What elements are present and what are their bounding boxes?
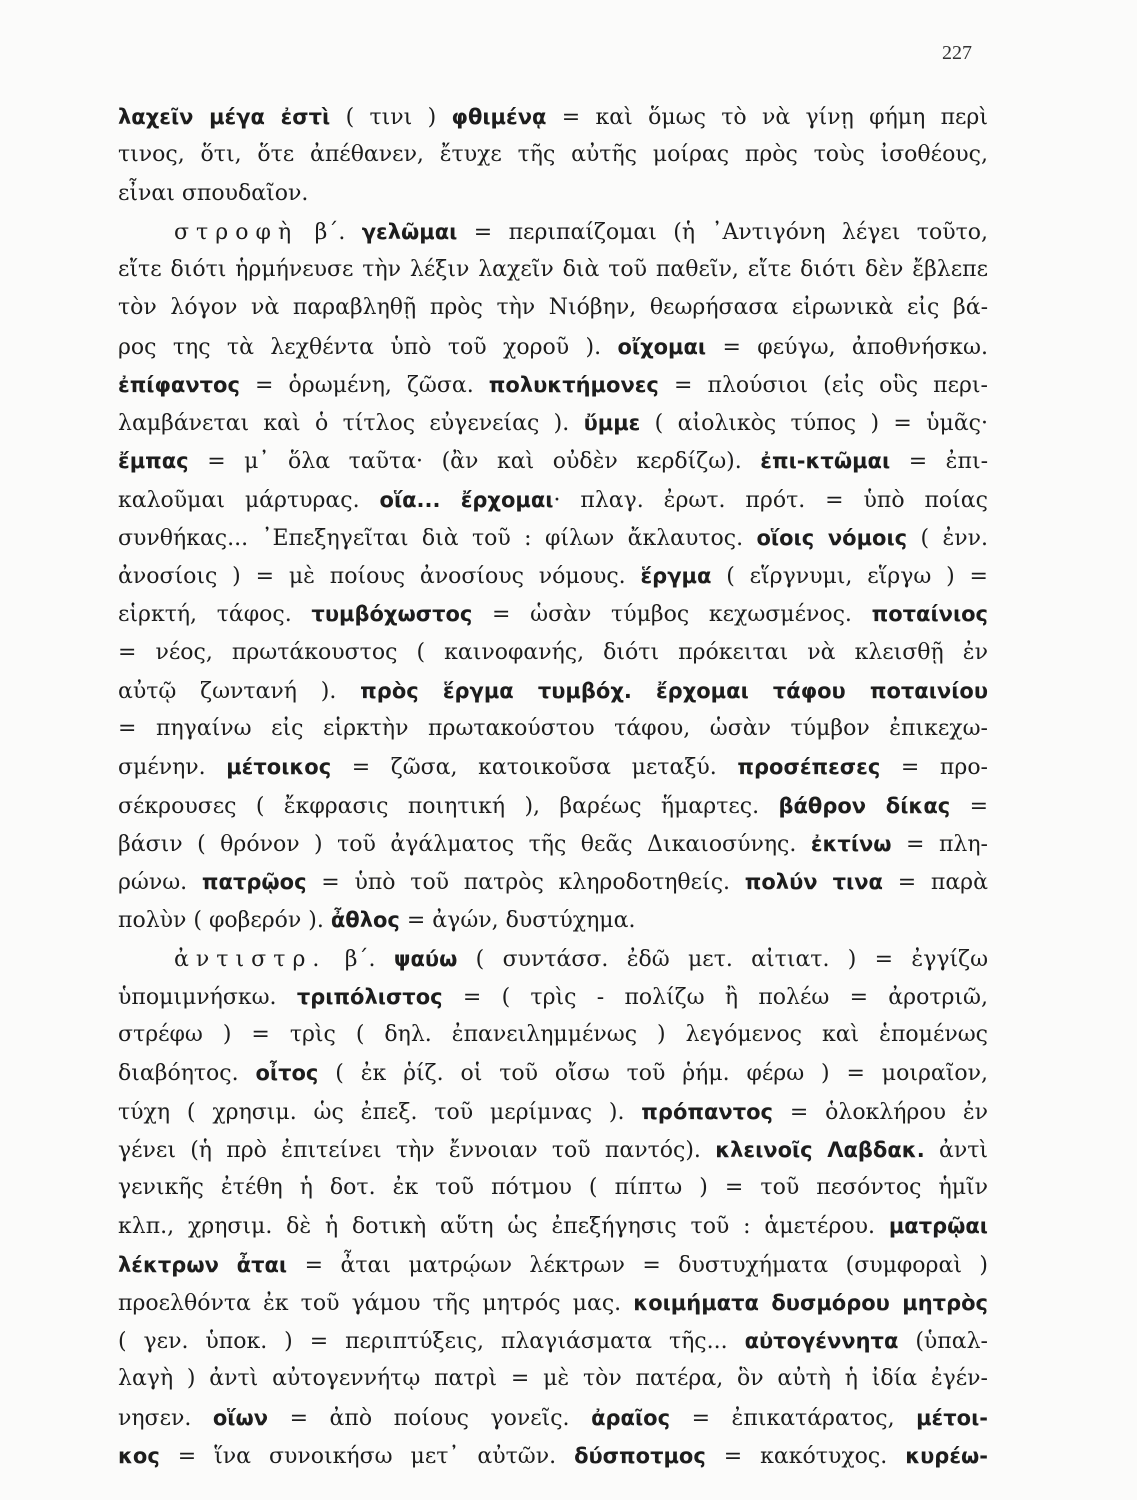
text-segment: ( γεν. ὑποκ. ) = περιπτύξεις, πλαγιάσματα τῆς... xyxy=(118,1329,745,1354)
text-segment: · πλαγ. ἐρωτ. πρότ. = ὑπὸ ποίας xyxy=(553,487,988,513)
text-line xyxy=(118,1207,988,1245)
text-segment: τύχη ( χρησιμ. ὡς ἐπεξ. τοῦ μερίμνας ). xyxy=(118,1099,642,1125)
section-heading: στροφὴ xyxy=(174,219,299,245)
text-segment: βάσιν ( θρόνον ) τοῦ ἀγάλματος τῆς θεᾶς Δικαιοσύνης. xyxy=(118,831,811,857)
lemma-term: ποταίνιος xyxy=(871,602,988,627)
commentary-text xyxy=(118,98,988,1475)
text-line xyxy=(118,442,988,480)
text-segment: λαμβάνεται καὶ ὁ τίτλος εὐγενείας ). xyxy=(118,411,584,436)
lemma-term: ὔμμε xyxy=(583,411,641,435)
lemma-term: οἶτος xyxy=(255,1061,319,1086)
lemma-term: ψαύω xyxy=(393,946,458,971)
text-segment: = ἀπὸ ποίους γονεῖς. xyxy=(268,1405,592,1431)
text-segment: εἱρκτή, τάφος. xyxy=(118,602,312,628)
text-segment: = νέος, πρωτάκουστος ( καινοφανής, διότι πρόκειται νὰ κλεισθῇ ἐν xyxy=(118,639,988,665)
text-segment: διαβόητος. xyxy=(118,1061,256,1087)
text-segment: = ἆται ματρῴων λέκτρων = δυστυχήματα (συμφοραὶ ) xyxy=(287,1252,988,1278)
text-line xyxy=(118,940,988,978)
text-segment: στρέφω ) = τρὶς ( δηλ. ἐπανειλημμένως ) λεγόμενος καὶ ἑπομένως xyxy=(118,1022,988,1047)
text-line xyxy=(118,595,988,633)
text-segment: πολὺν ( φοβερόν ). xyxy=(118,908,331,934)
lemma-term: πολύν τινα xyxy=(744,870,883,894)
text-segment: σέκρουσες ( ἔκφρασις ποιητική ), βαρέως ἥμαρτες. xyxy=(118,793,779,819)
text-line xyxy=(118,175,988,213)
text-segment: ( τινι ) xyxy=(330,105,452,130)
text-segment: συνθήκας... ᾿Επεξηγεῖται διὰ τοῦ : φίλων ἄκλαυτος. xyxy=(118,525,757,551)
text-segment: = ὁρωμένη, ζῶσα. xyxy=(239,372,489,398)
text-segment: αὐτῷ ζωντανή ). xyxy=(118,678,361,704)
text-line xyxy=(118,1131,988,1169)
text-line xyxy=(118,328,988,366)
lemma-term: κυρέω- xyxy=(905,1443,988,1468)
lemma-term: ἆθλος xyxy=(330,908,400,933)
text-segment: (ὑπαλ- xyxy=(898,1329,988,1354)
text-line xyxy=(118,1322,988,1360)
text-line xyxy=(118,1399,988,1437)
text-segment: β΄. xyxy=(298,219,362,245)
section-heading: ἀντιστρ. xyxy=(174,946,327,972)
text-line xyxy=(118,1284,988,1322)
lemma-term: ματρῷαι xyxy=(888,1214,988,1239)
text-line xyxy=(118,634,988,672)
text-line xyxy=(118,748,988,786)
text-segment: γενικῆς ἐτέθη ἡ δοτ. ἐκ τοῦ πότμου ( πίπτω ) = τοῦ πεσόντος ἡμῖν xyxy=(118,1175,988,1200)
lemma-term: οἵων xyxy=(212,1405,269,1430)
text-segment: καλοῦμαι μάρτυρας. xyxy=(118,487,380,513)
text-line xyxy=(118,1437,988,1475)
lemma-term: ἔμπας xyxy=(118,449,189,474)
lemma-term: λέκτρων ἆται xyxy=(118,1252,288,1277)
text-segment: = προ- xyxy=(880,755,988,781)
text-line xyxy=(118,366,988,404)
text-segment: = πλη- xyxy=(891,831,988,857)
text-line xyxy=(118,98,988,136)
text-segment: κλπ., χρησιμ. δὲ ἡ δοτικὴ αὕτη ὡς ἐπεξήγησις τοῦ : ἁμετέρου. xyxy=(118,1214,889,1240)
text-segment: ( αἰολικὸς τύπος ) = ὑμᾶς· xyxy=(640,411,988,436)
text-segment: ρος της τὰ λεχθέντα ὑπὸ τοῦ χοροῦ ). xyxy=(118,334,618,360)
text-segment: σμένην. xyxy=(118,755,227,781)
text-segment: = κακότυχος. xyxy=(705,1443,906,1469)
text-line xyxy=(118,136,988,174)
text-line xyxy=(118,978,988,1016)
text-segment: λαγὴ ) ἀντὶ αὐτογεννήτῳ πατρὶ = μὲ τὸν πατέρα, ὃν αὐτὴ ἡ ἰδία ἐγέν- xyxy=(118,1366,988,1392)
lemma-term: προσέπεσες xyxy=(737,755,881,780)
lemma-term: ἐπι-κτῶμαι xyxy=(760,449,891,474)
text-line xyxy=(118,1246,988,1284)
text-line xyxy=(118,787,988,825)
lemma-term: δύσποτμος xyxy=(574,1443,706,1468)
text-segment: εἶναι σπουδαῖον. xyxy=(118,180,309,206)
text-line xyxy=(118,1016,988,1054)
text-line xyxy=(118,1360,988,1398)
text-segment: = xyxy=(950,793,988,819)
text-segment: = περιπαίζομαι (ἡ ᾿Αντιγόνη λέγει τοῦτο, xyxy=(457,219,988,245)
lemma-term: μέτοι- xyxy=(916,1405,988,1430)
text-segment: εἴτε διότι ἡρμήνευσε τὴν λέξιν λαχεῖν διὰ τοῦ παθεῖν, εἴτε διότι δὲν ἔβλεπε xyxy=(118,257,988,282)
lemma-term: αὐτογέννητα xyxy=(744,1329,899,1353)
lemma-term: ἕργμα xyxy=(640,564,712,588)
text-segment: = μ᾽ ὅλα ταῦτα· (ἂν καὶ οὐδὲν κερδίζω). xyxy=(188,449,761,475)
lemma-term: ἐπίφαντος xyxy=(118,372,240,397)
text-line xyxy=(118,825,988,863)
text-segment: = φεύγω, ἀποθνήσκω. xyxy=(706,334,988,360)
lemma-term: τυμβόχωστος xyxy=(311,602,473,627)
text-segment: = ὁλοκλήρου ἐν xyxy=(773,1099,988,1125)
text-segment: = ὡσὰν τύμβος κεχωσμένος. xyxy=(472,602,872,628)
text-line xyxy=(118,901,988,939)
text-line xyxy=(118,1169,988,1207)
text-segment: = ἐπικατάρατος, xyxy=(670,1405,917,1431)
text-segment: τινος, ὅτι, ὅτε ἀπέθανεν, ἔτυχε τῆς αὐτῆς μοίρας πρὸς τοὺς ἰσοθέους, xyxy=(118,142,988,168)
text-line xyxy=(118,251,988,289)
text-line xyxy=(118,404,988,442)
lemma-term: ἀραῖος xyxy=(591,1405,671,1430)
lemma-term: οἵα... ἔρχομαι xyxy=(379,487,554,512)
lemma-term: μέτοικος xyxy=(226,755,332,780)
text-segment: = ( τρὶς - πολίζω ἢ πολέω = ἀροτριῶ, xyxy=(442,984,988,1010)
lemma-term: πρόπαντος xyxy=(641,1099,773,1124)
lemma-term: λαχεῖν μέγα ἐστὶ xyxy=(118,105,331,129)
text-line xyxy=(118,289,988,327)
text-segment: = ἵνα συνοικήσω μετ᾽ αὐτῶν. xyxy=(159,1443,575,1469)
text-segment: = ζῶσα, κατοικοῦσα μεταξύ. xyxy=(331,755,738,781)
text-line xyxy=(118,213,988,251)
lemma-term: φθιμένᾳ xyxy=(451,105,547,129)
text-segment: = ἐπι- xyxy=(890,449,988,475)
lemma-term: κοιμήματα δυσμόρου μητρὸς xyxy=(633,1290,988,1315)
text-segment: ( συντάσσ. ἐδῶ μετ. αἰτιατ. ) = ἐγγίζω xyxy=(457,946,988,972)
text-segment: γένει (ἡ πρὸ ἐπιτείνει τὴν ἔννοιαν τοῦ παντός). xyxy=(118,1137,716,1163)
lemma-term: πρὸς ἕργμα τυμβόχ. ἔρχομαι τάφου ποταινίου xyxy=(360,678,988,703)
text-segment: ( εἵργνυμι, εἵργω ) = xyxy=(711,564,988,589)
text-segment: = πλούσιοι (εἰς οὓς περι- xyxy=(658,372,988,398)
text-segment: β΄. xyxy=(326,946,394,972)
lemma-term: γελῶμαι xyxy=(361,219,458,244)
lemma-term: κος xyxy=(118,1443,160,1468)
lemma-term: πατρῷος xyxy=(201,870,307,894)
text-segment: = ἀγών, δυστύχημα. xyxy=(399,908,636,934)
lemma-term: κλεινοῖς Λαβδακ. xyxy=(715,1137,925,1162)
text-line xyxy=(118,481,988,519)
lemma-term: πολυκτήμονες xyxy=(488,372,659,397)
text-line xyxy=(118,1093,988,1131)
text-line xyxy=(118,863,988,901)
text-line xyxy=(118,1054,988,1092)
text-line xyxy=(118,710,988,748)
lemma-term: βάθρον δίκας xyxy=(778,793,951,818)
lemma-term: οἴχομαι xyxy=(617,334,707,359)
page-number: 227 xyxy=(942,42,972,64)
text-segment: ὑπομιμνήσκω. xyxy=(118,984,297,1010)
text-segment: νησεν. xyxy=(118,1405,213,1431)
text-segment: = ὑπὸ τοῦ πατρὸς κληροδοτηθείς. xyxy=(306,870,745,895)
text-segment: προελθόντα ἐκ τοῦ γάμου τῆς μητρός μας. xyxy=(118,1290,634,1316)
text-segment: = παρὰ xyxy=(882,870,988,895)
text-segment: = καὶ ὅμως τὸ νὰ γίνῃ φήμη περὶ xyxy=(546,105,988,130)
lemma-term: οἵοις νόμοις xyxy=(756,525,908,550)
text-line xyxy=(118,519,988,557)
text-segment: ( ἐνν. xyxy=(907,525,988,551)
text-line xyxy=(118,672,988,710)
text-segment: = πηγαίνω εἰς εἱρκτὴν πρωτακούστου τάφου, ὡσὰν τύμβον ἐπικεχω- xyxy=(118,716,988,741)
text-line xyxy=(118,557,988,595)
lemma-term: τριπόλιστος xyxy=(296,984,443,1009)
text-segment: ἀνοσίοις ) = μὲ ποίους ἀνοσίους νόμους. xyxy=(118,564,641,589)
text-segment: ( ἐκ ῥίζ. οἱ τοῦ οἴσω τοῦ ῥήμ. φέρω ) = μοιραῖον, xyxy=(318,1061,988,1087)
text-segment: ρώνω. xyxy=(118,870,202,895)
text-segment: ἀντὶ xyxy=(924,1137,988,1163)
text-segment: τὸν λόγον νὰ παραβληθῇ πρὸς τὴν Νιόβην, θεωρήσασα εἰρωνικὰ εἰς βά- xyxy=(118,295,988,321)
lemma-term: ἐκτίνω xyxy=(810,831,892,856)
